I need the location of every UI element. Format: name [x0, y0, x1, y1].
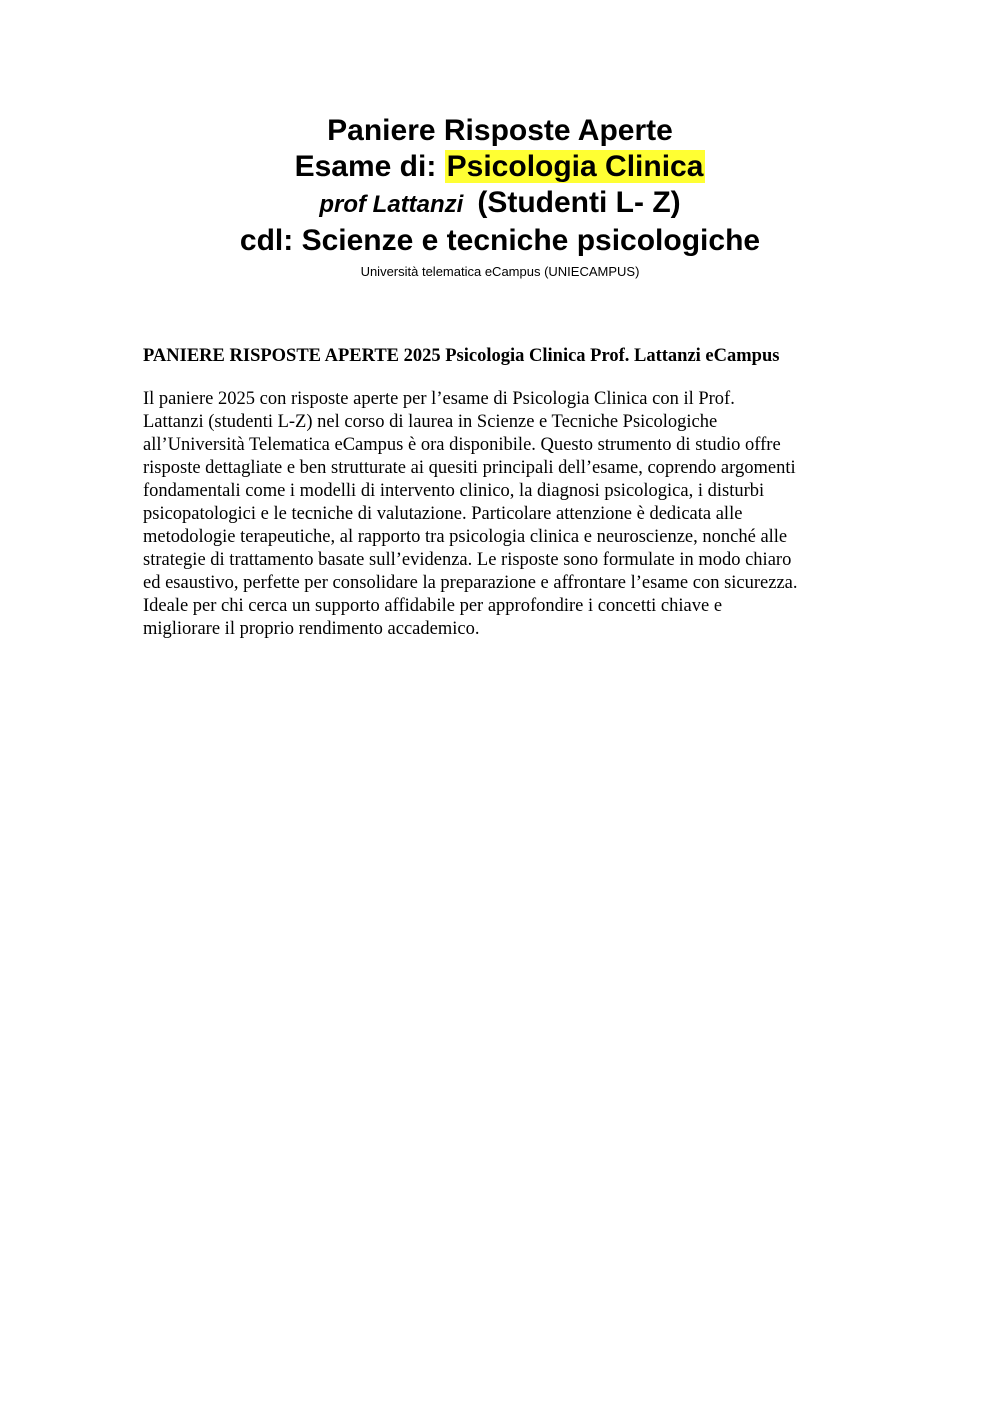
paragraph-line: strategie di trattamento basate sull’evidenza. Le risposte sono formulate in modo chiaro — [143, 550, 792, 570]
paragraph-line: all’Università Telematica eCampus è ora disponibile. Questo strumento di studio offre — [143, 435, 781, 455]
paragraph-line: fondamentali come i modelli di intervento clinico, la diagnosi psicologica, i disturbi — [143, 481, 765, 501]
professor-name: prof Lattanzi — [319, 191, 464, 218]
students-range: (Studenti L- Z) — [477, 186, 681, 219]
course-name: cdl: Scienze e tecniche psicologiche — [239, 224, 761, 257]
description-paragraph — [143, 388, 859, 641]
paragraph-line: Ideale per chi cerca un supporto affidabile per approfondire i concetti chiave e — [143, 596, 723, 616]
paragraph-line: psicopatologici e le tecniche di valutazione. Particolare attenzione è dedicata alle — [143, 504, 743, 524]
document-body — [143, 344, 859, 641]
university-name: Università telematica eCampus (UNIECAMPUS) — [360, 264, 640, 279]
section-title: PANIERE RISPOSTE APERTE 2025 Psicologia Clinica Prof. Lattanzi eCampus — [143, 346, 780, 366]
paragraph-line: risposte dettagliate e ben strutturate ai quesiti principali dell’esame, coprendo argomenti — [143, 458, 796, 478]
exam-prefix: Esame di: — [294, 150, 445, 183]
paragraph-line: migliorare il proprio rendimento accademico. — [143, 619, 480, 639]
exam-name-highlight: Psicologia Clinica — [446, 150, 704, 183]
document-header — [0, 113, 1000, 281]
paragraph-line: ed esaustivo, perfette per consolidare la preparazione e affrontare l’esame con sicurezza. — [143, 573, 798, 593]
paragraph-line: metodologie terapeutiche, al rapporto tra psicologia clinica e neuroscienze, nonché alle — [143, 527, 788, 547]
professor-line — [0, 185, 1000, 223]
document-title: Paniere Risposte Aperte — [327, 114, 673, 147]
paragraph-line: Il paniere 2025 con risposte aperte per l’esame di Psicologia Clinica con il Prof. — [143, 389, 735, 409]
paragraph-line: Lattanzi (studenti L-Z) nel corso di laurea in Scienze e Tecniche Psicologiche — [143, 412, 718, 432]
exam-line — [0, 149, 1000, 185]
